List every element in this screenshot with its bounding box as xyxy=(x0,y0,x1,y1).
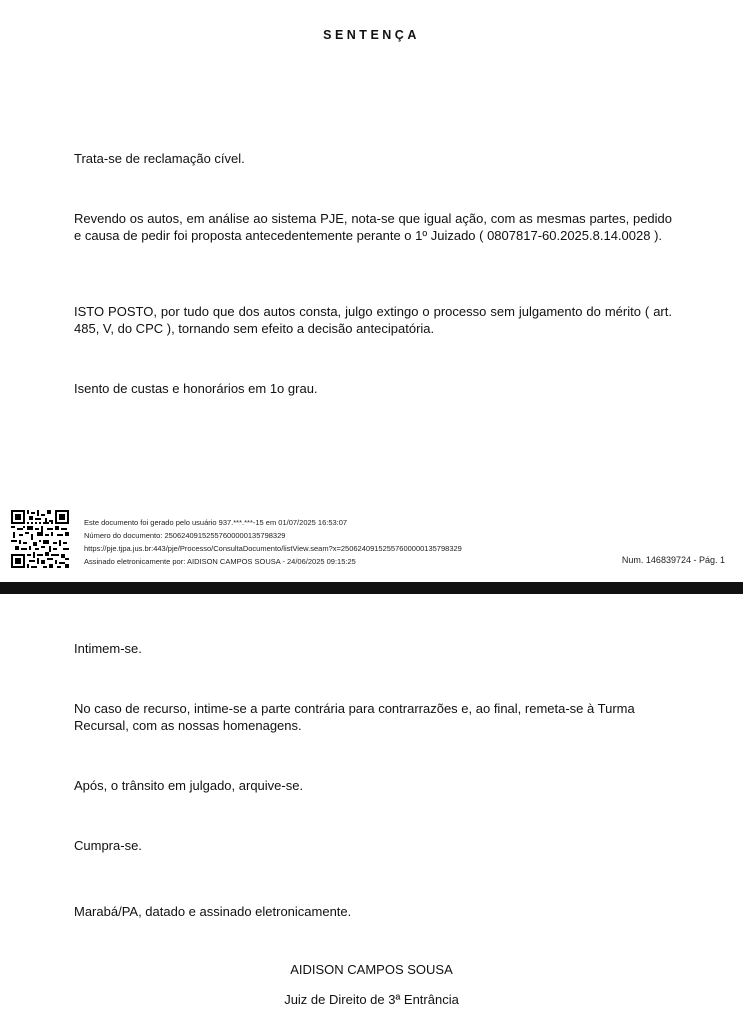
document-title: SENTENÇA xyxy=(323,28,420,42)
document-number-line: Número do documento: 25062409152557600000135798329 xyxy=(84,531,286,540)
signature-name: AIDISON CAMPOS SOUSA xyxy=(290,962,453,977)
page-divider xyxy=(0,582,743,594)
paragraph-decision: ISTO POSTO, por tudo que dos autos consta, julgo extingo o processo sem julgamento do mérito ( art. 485, V, do CPC ), tornando sem efeito a decisão antecipatória. xyxy=(74,304,672,336)
paragraph-intro: Trata-se de reclamação cível. xyxy=(74,151,245,166)
paragraph-arquive: Após, o trânsito em julgado, arquive-se. xyxy=(74,778,304,793)
signed-by-line: Assinado eletronicamente por: AIDISON CAMPOS SOUSA - 24/06/2025 09:15:25 xyxy=(84,557,356,566)
page-number: Num. 146839724 - Pág. 1 xyxy=(621,555,725,565)
qr-code-icon xyxy=(11,510,69,568)
generated-by-line: Este documento foi gerado pelo usuário 937.***.***-15 em 01/07/2025 16:53:07 xyxy=(84,518,348,527)
paragraph-costs: Isento de custas e honorários em 1o grau. xyxy=(74,381,318,396)
paragraph-review: Revendo os autos, em análise ao sistema PJE, nota-se que igual ação, com as mesmas partes, pedido e causa de pedir foi proposta antecedentemente perante o 1º Juizado ( 0807817-60.2025.8.14.0028 ). xyxy=(74,211,672,243)
paragraph-intimem: Intimem-se. xyxy=(74,641,142,656)
paragraph-recurso: No caso de recurso, intime-se a parte contrária para contrarrazões e, ao final, remeta-se à Turma Recursal, com as nossas homenagens. xyxy=(74,701,635,733)
paragraph-cumpra: Cumpra-se. xyxy=(74,838,142,853)
document-url-line[interactable]: https://pje.tjpa.jus.br:443/pje/Processo/ConsultaDocumento/listView.seam?x=25062409152557600000135798329 xyxy=(84,544,462,553)
paragraph-location-date: Marabá/PA, datado e assinado eletronicamente. xyxy=(74,904,352,919)
signature-title: Juiz de Direito de 3ª Entrância xyxy=(284,992,459,1007)
